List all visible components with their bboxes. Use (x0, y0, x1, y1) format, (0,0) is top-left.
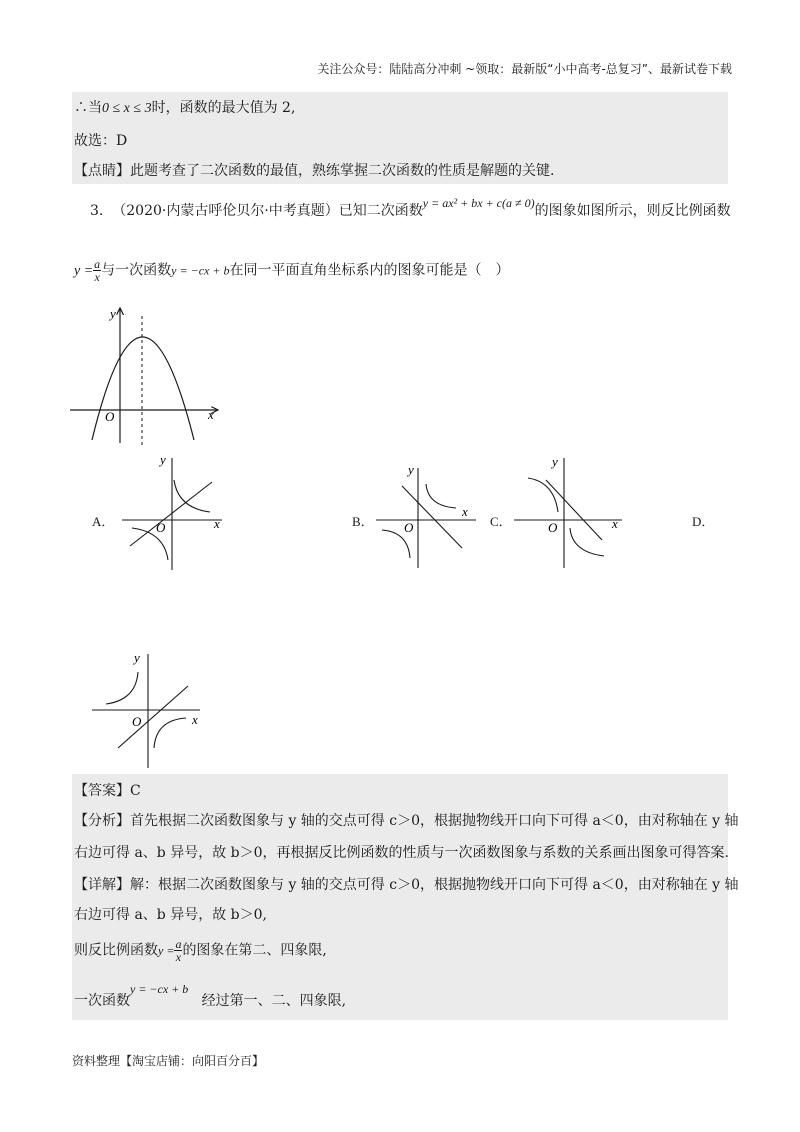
origin-label: O (105, 409, 115, 424)
svg-text:y: y (134, 650, 140, 665)
straight-line (402, 486, 462, 548)
svg-text:O: O (404, 520, 414, 535)
y-label: y (110, 306, 116, 321)
svg-text:O: O (156, 520, 166, 535)
option-d-label[interactable]: D． (692, 514, 715, 529)
parabola-graph (68, 298, 228, 448)
detail-line-2: 右边可得 a、b 异号，故 b＞0, (74, 907, 267, 923)
choice-line: 故选：D (74, 133, 128, 149)
option-b-label[interactable]: B． (352, 514, 374, 529)
page-header: 关注公众号：陆陆高分冲刺 ~领取：最新版“小中高考-总复习”、最新试卷下载 (317, 62, 732, 76)
parabola-curve (92, 337, 194, 440)
svg-text:O: O (132, 714, 142, 729)
svg-text:x: x (192, 712, 198, 727)
svg-text:y: y (160, 452, 166, 467)
comment-line: 【点睛】此题考查了二次函数的最值，熟练掌握二次函数的性质是解题的关键. (74, 163, 555, 179)
hyperbola-branch-1 (426, 484, 456, 508)
analysis-line-2: 右边可得 a、b 异号，故 b＞0，再根据反比例函数的性质与一次函数图象与系数的关系画出图象可得答案. (74, 845, 729, 861)
svg-text:y: y (408, 462, 414, 477)
svg-text:x: x (612, 516, 618, 531)
question-line-2: y = $\frac{a}{x}$ 与一次函数y = −cx + b在同一平面直角坐标系内的图象可能是（ ） (74, 257, 510, 284)
hyperbola-branch-2 (154, 718, 186, 748)
option-a-label[interactable]: A． (92, 514, 115, 529)
answer-line: 【答案】C (74, 783, 141, 799)
option-c-graph[interactable] (510, 452, 630, 572)
detail-line-3: 则反比例函数y = $\frac{a}{x}$ 的图象在第二、四象限, (74, 937, 327, 964)
question-line-1: 3. （2020·内蒙古呼伦贝尔·中考真题）已知二次函数y = ax² + bx + c(a ≠ 0)的图象如图所示，则反比例函数 (90, 196, 731, 219)
option-d-graph[interactable] (88, 648, 212, 772)
svg-text:x: x (462, 504, 468, 519)
straight-line (118, 686, 188, 748)
option-b-graph[interactable] (372, 462, 484, 572)
svg-text:x: x (214, 516, 220, 531)
option-a-graph[interactable] (118, 452, 230, 572)
hyperbola-branch-2 (570, 528, 604, 556)
analysis-line-1: 【分析】首先根据二次函数图象与 y 轴的交点可得 c＞0，根据抛物线开口向下可得 a＜0，由对称轴在 y 轴 (74, 813, 739, 829)
detail-line-4: 一次函数y = −cx + b 经过第一、二、四象限, (74, 982, 347, 1009)
straight-line (130, 482, 212, 546)
svg-text:y: y (552, 454, 558, 469)
svg-text:O: O (548, 520, 558, 535)
x-label: x (208, 407, 214, 422)
max-value-line: ∴当0 ≤ x ≤ 3时，函数的最大值为 2, (74, 100, 296, 116)
hyperbola-branch-1 (528, 478, 558, 512)
hyperbola-branch-1 (106, 672, 138, 704)
option-c-label[interactable]: C． (490, 514, 512, 529)
page-footer: 资料整理【淘宝店铺：向阳百分百】 (72, 1054, 265, 1068)
detail-line-1: 【详解】解：根据二次函数图象与 y 轴的交点可得 c＞0，根据抛物线开口向下可得 a＜0，由对称轴在 y 轴 (74, 877, 739, 893)
